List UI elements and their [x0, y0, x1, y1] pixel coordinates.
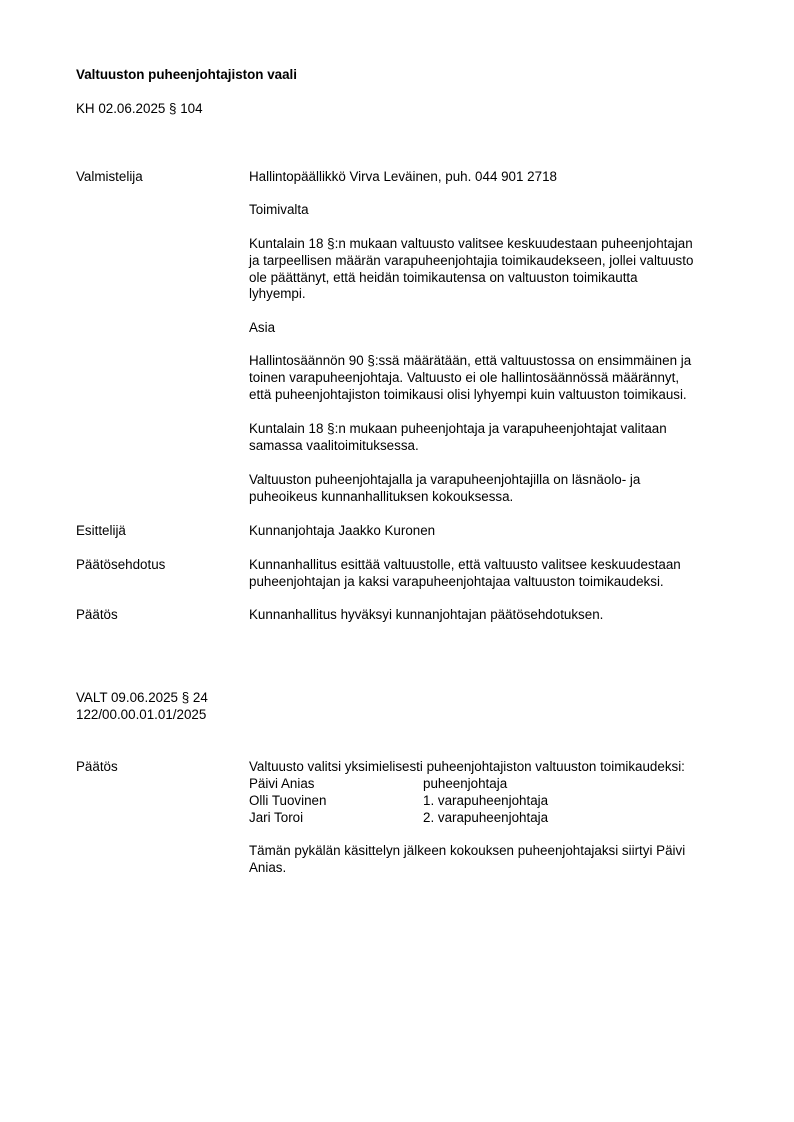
member-role: puheenjohtaja: [423, 776, 508, 791]
paragraph-line: Hallintosäännön 90 §:ssä määrätään, että valtuustossa on ensimmäinen ja: [249, 353, 692, 368]
paragraph-line: lyhyempi.: [249, 286, 306, 302]
paragraph-line: ole päättänyt, että heidän toimikautensa on valtuuston toimikautta: [249, 269, 638, 285]
document-title: Valtuuston puheenjohtajiston vaali: [76, 67, 297, 82]
diary-number: 122/00.00.01.01/2025: [76, 707, 207, 722]
paatos-valt-intro: Valtuusto valitsi yksimielisesti puheenjohtajiston valtuuston toimikaudeksi:: [249, 759, 685, 774]
valmistelija-label: Valmistelija: [76, 169, 143, 184]
member-name: Päivi Anias: [249, 776, 315, 791]
paatosehdotus-paragraph: [249, 557, 744, 591]
toimivalta-paragraph: [249, 236, 744, 303]
paragraph-line: Tämän pykälän käsittelyn jälkeen kokouksen puheenjohtajaksi siirtyi Päivi: [249, 843, 686, 858]
paatos-kh-label: Päätös: [76, 607, 118, 622]
paragraph-line: Anias.: [249, 859, 287, 875]
member-role: 1. varapuheenjohtaja: [423, 793, 549, 808]
valt-reference: VALT 09.06.2025 § 24: [76, 690, 208, 705]
paragraph-line: Kunnanhallitus esittää valtuustolle, että valtuusto valitsee keskuudestaan: [249, 557, 681, 572]
paragraph-line: Valtuuston puheenjohtajalla ja varapuheenjohtajilla on läsnäolo- ja: [249, 472, 641, 487]
paatos-kh-value: Kunnanhallitus hyväksyi kunnanjohtajan päätösehdotuksen.: [249, 607, 604, 622]
member-role: 2. varapuheenjohtaja: [423, 810, 549, 825]
paatos-valt-label: Päätös: [76, 759, 118, 774]
paragraph-line: toinen varapuheenjohtaja. Valtuusto ei ole hallintosäännössä määrännyt,: [249, 369, 680, 385]
paragraph-line: Kuntalain 18 §:n mukaan valtuusto valitsee keskuudestaan puheenjohtajan: [249, 236, 693, 251]
asia-paragraph-2: [249, 421, 744, 455]
paragraph-line: puheenjohtajan ja kaksi varapuheenjohtajaa valtuuston toimikaudeksi.: [249, 573, 664, 589]
paragraph-line: Kuntalain 18 §:n mukaan puheenjohtaja ja varapuheenjohtajat valitaan: [249, 421, 667, 436]
paragraph-line: puheoikeus kunnanhallituksen kokouksessa.: [249, 488, 514, 504]
asia-paragraph-1: [249, 353, 744, 403]
asia-heading: Asia: [249, 320, 276, 335]
paragraph-line: samassa vaalitoimituksessa.: [249, 437, 419, 453]
paragraph-line: ja tarpeellisen määrän varapuheenjohtajia toimikaudekseen, jollei valtuusto: [249, 252, 694, 268]
esittelija-label: Esittelijä: [76, 523, 126, 538]
toimivalta-heading: Toimivalta: [249, 202, 309, 217]
kh-reference: KH 02.06.2025 § 104: [76, 101, 203, 116]
paragraph-line: että puheenjohtajiston toimikausi olisi lyhyempi kuin valtuuston toimikausi.: [249, 386, 687, 402]
paatosehdotus-label: Päätösehdotus: [76, 557, 166, 572]
valmistelija-value: Hallintopäällikkö Virva Leväinen, puh. 044 901 2718: [249, 169, 557, 184]
asia-paragraph-3: [249, 472, 744, 506]
closing-paragraph: [249, 843, 744, 877]
esittelija-value: Kunnanjohtaja Jaakko Kuronen: [249, 523, 436, 538]
member-name: Olli Tuovinen: [249, 793, 327, 808]
member-name: Jari Toroi: [249, 810, 304, 825]
